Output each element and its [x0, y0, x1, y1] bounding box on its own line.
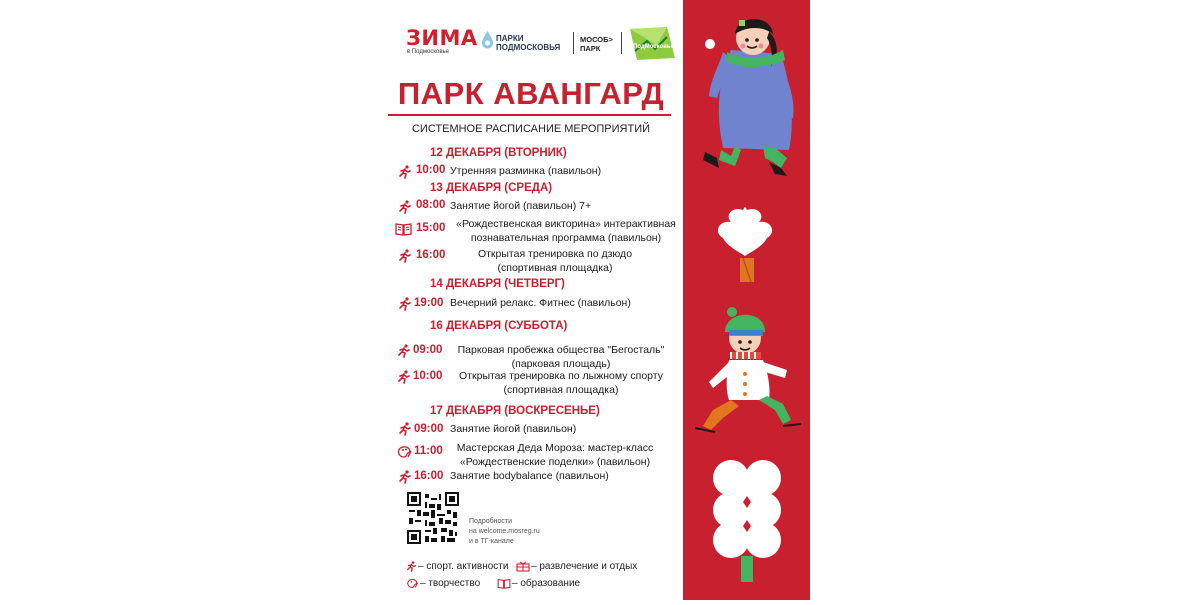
skater-boy-icon: [695, 307, 801, 432]
running-icon: [397, 344, 411, 358]
qr-code: [407, 492, 459, 544]
event-time: 10:00: [413, 370, 443, 382]
event-description: Занятие йогой (павильон): [450, 423, 577, 435]
running-icon: [398, 165, 412, 179]
legend-education: – образование: [512, 578, 581, 589]
event-description: Занятие йогой (павильон) 7+: [450, 200, 592, 212]
schedule-subtitle: СИСТЕМНОЕ РАСПИСАНИЕ МЕРОПРИЯТИЙ: [411, 123, 651, 135]
day-heading: 16 ДЕКАБРЯ (СУББОТА): [430, 320, 568, 332]
running-icon: [398, 297, 412, 311]
event-description: «Рождественская викторина» интерактивная познавательная программа (павильон): [456, 218, 676, 244]
tree-icon: [713, 460, 781, 582]
day-heading: 13 ДЕКАБРЯ (СРЕДА): [430, 182, 553, 194]
book-icon: [497, 578, 511, 589]
day-heading: 17 ДЕКАБРЯ (ВОСКРЕСЕНЬЕ): [430, 405, 600, 417]
event-time: 10:00: [416, 164, 446, 176]
running-icon: [406, 561, 417, 572]
legend-entertainment: – развлечение и отдых: [531, 561, 638, 572]
legend-creativity: – творчество: [420, 578, 481, 589]
running-icon: [397, 370, 411, 384]
decorative-band: [683, 0, 810, 600]
event-description: Мастерская Деда Мороза: мастер-класс «Рождественские поделки» (павильон): [456, 442, 654, 468]
zima-logo: ЗИМА: [406, 26, 478, 50]
event-time: 16:00: [414, 470, 444, 482]
winter-illustration: [683, 0, 810, 600]
day-heading: 12 ДЕКАБРЯ (ВТОРНИК): [430, 147, 567, 159]
legend-sport: – спорт. активности: [418, 561, 509, 572]
mosobpark-logo: [580, 35, 613, 53]
mosobpark-logo-line1: МОСОБ>: [580, 35, 613, 44]
parks-logo-line1: ПАРКИ: [496, 34, 524, 43]
parks-logo: [482, 31, 568, 55]
event-description: Утренняя разминка (павильон): [450, 165, 602, 177]
page-title: ПАРК АВАНГАРД: [397, 76, 665, 111]
event-description: Занятие bodybalance (павильон): [450, 470, 609, 482]
running-icon: [398, 249, 412, 263]
running-icon: [398, 200, 412, 214]
podmoskovye-logo-text: ПодМосковье: [633, 44, 674, 50]
title-underline: [388, 114, 671, 116]
logo-divider: [621, 32, 622, 54]
event-description: Вечерний релакс. Фитнес (павильон): [450, 297, 631, 309]
event-description: Парковая пробежка общества "Бегосталь" (парковая площадь): [457, 344, 665, 370]
event-description: Открытая тренировка по лыжному спорту (спортивная площадка): [459, 370, 663, 396]
event-time: 16:00: [416, 249, 446, 261]
running-icon: [398, 422, 412, 436]
podmoskovye-logo: [627, 27, 677, 61]
palette-icon: [397, 445, 412, 459]
palette-icon: [406, 578, 419, 589]
event-time: 08:00: [416, 199, 446, 211]
zima-logo-subtitle: в Подмосковье: [407, 49, 450, 55]
logo-divider: [573, 32, 574, 54]
event-time: 09:00: [414, 423, 444, 435]
running-icon: [398, 470, 412, 484]
book-icon: [395, 222, 412, 236]
parks-logo-line2: ПОДМОСКОВЬЯ: [496, 43, 561, 52]
girl-figure-icon: [703, 19, 794, 176]
drop-icon: [482, 31, 493, 49]
day-heading: 14 ДЕКАБРЯ (ЧЕТВЕРГ): [430, 278, 565, 290]
event-time: 09:00: [413, 344, 443, 356]
event-time: 11:00: [414, 445, 443, 457]
tree-icon: [718, 207, 772, 282]
gift-icon: [516, 561, 530, 572]
event-time: 15:00: [416, 222, 446, 234]
mosobpark-logo-line2: ПАРК: [580, 44, 601, 53]
more-info-text: Подробности на welcome.mosreg.ru и в ТГ-канале: [469, 518, 540, 545]
event-time: 19:00: [414, 297, 444, 309]
event-description: Открытая тренировка по дзюдо (спортивная площадка): [477, 248, 633, 274]
